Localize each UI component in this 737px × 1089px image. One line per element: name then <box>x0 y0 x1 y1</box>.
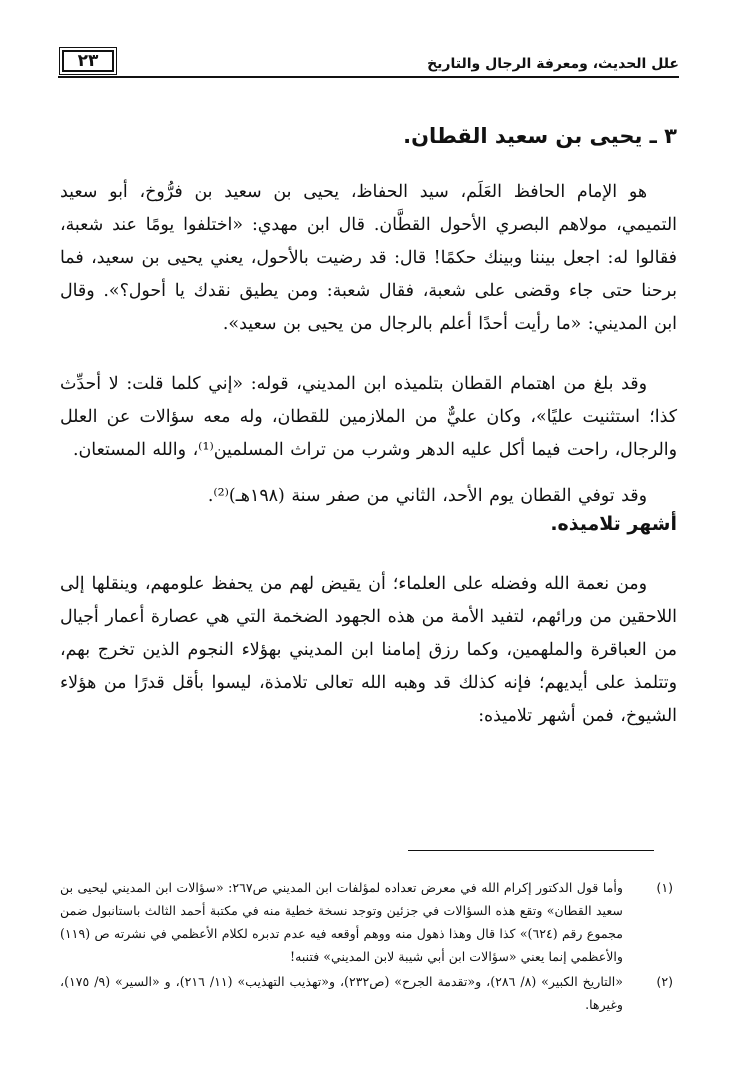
footnote-mark-1: (١) <box>656 880 673 895</box>
subsection-heading: أشهر تلاميذه. <box>550 513 677 535</box>
section-body-3 <box>60 480 677 513</box>
footnote-1 <box>60 876 677 968</box>
footnotes <box>60 876 677 1016</box>
header-rule <box>58 76 679 78</box>
subsection-body <box>60 568 677 733</box>
page-number-box: ٢٣ <box>62 50 114 72</box>
section-paragraph-2: وقد بلغ من اهتمام القطان بتلميذه ابن المديني، قوله: «إني كلما قلت: لا أحدِّث كذا؛ استثنيت عليًا»، وكان عليٌّ من الملازمين للقطان، وله معه سؤالات عن العلل والرجال، راحت فيما أكل عليه الدهر وشرب من تراث المسلمين⁽¹⁾، والله المستعان. <box>60 374 677 460</box>
footnote-text-2: «التاريخ الكبير» (٨/ ٢٨٦)، و«تقدمة الجرح» (ص٢٣٢)، و«تهذيب التهذيب» (١١/ ٢١٦)، و «السير» (٩/ ١٧٥)، وغيرها. <box>60 974 623 1012</box>
section-paragraph-1: هو الإمام الحافظ العَلَم، سيد الحفاظ، يحيى بن سعيد بن فرُّوخ، أبو سعيد التميمي، مولاهم البصري الأحول القطَّان. قال ابن مهدي: «اختلفوا يومًا عند شعبة، فقالوا له: اجعل بيننا وبينك حكمًا! قال: قد رضيت بالأحول، يعني يحيى بن سعيد، فما برحنا حتى جاء وقضى على شعبة، فقال شعبة: ومن يطيق نقدك يا أحول؟». وقال ابن المديني: «ما رأيت أحدًا أعلم بالرجال من يحيى بن سعيد». <box>60 182 677 334</box>
running-header-title: علل الحديث، ومعرفة الرجال والتاريخ <box>427 56 679 72</box>
section-heading: ٣ ـ يحيى بن سعيد القطان. <box>403 124 677 148</box>
section-body <box>60 176 677 341</box>
footnote-text-1: وأما قول الدكتور إكرام الله في معرض تعداده لمؤلفات ابن المديني ص٢٦٧: «سؤالات ابن المديني ليحيى بن سعيد القطان» وتقع هذه السؤالات في جزئين وتوجد نسخة خطية منه في مكتبة أحمد الثالث باستانبول ضمن مجموع رقم (٦٢٤)» كذا قال وهذا ذهول منه ووهم أوقعه فيه عدم تدبره لكلام الأعظمي في نشرته ص (١١٩) والأعظمي إنما يعني «سؤالات ابن أبي شيبة لابن المديني» فتنبه! <box>60 880 623 964</box>
footnote-separator <box>408 850 654 851</box>
section-paragraph-3: وقد توفي القطان يوم الأحد، الثاني من صفر سنة (١٩٨هـ)⁽²⁾. <box>207 486 647 506</box>
section-body-2 <box>60 368 677 467</box>
footnote-mark-2: (٢) <box>656 974 673 989</box>
subsection-paragraph: ومن نعمة الله وفضله على العلماء؛ أن يقيض لهم من يحفظ علومهم، وينقلها إلى اللاحقين من ورائهم، لتفيد الأمة من هذه الجهود الضخمة التي هي عصارة أعمار أجيال من العباقرة والملهمين، وكما رزق إمامنا ابن المديني بهؤلاء النجوم الذين تخرج بهم، وتتلمذ على أيديهم؛ فإنه كذلك قد وهبه الله تعالى تلامذة، ليسوا بأقل قدرًا من هؤلاء الشيوخ، فمن أشهر تلاميذه: <box>60 574 677 726</box>
footnote-2 <box>60 970 677 1016</box>
